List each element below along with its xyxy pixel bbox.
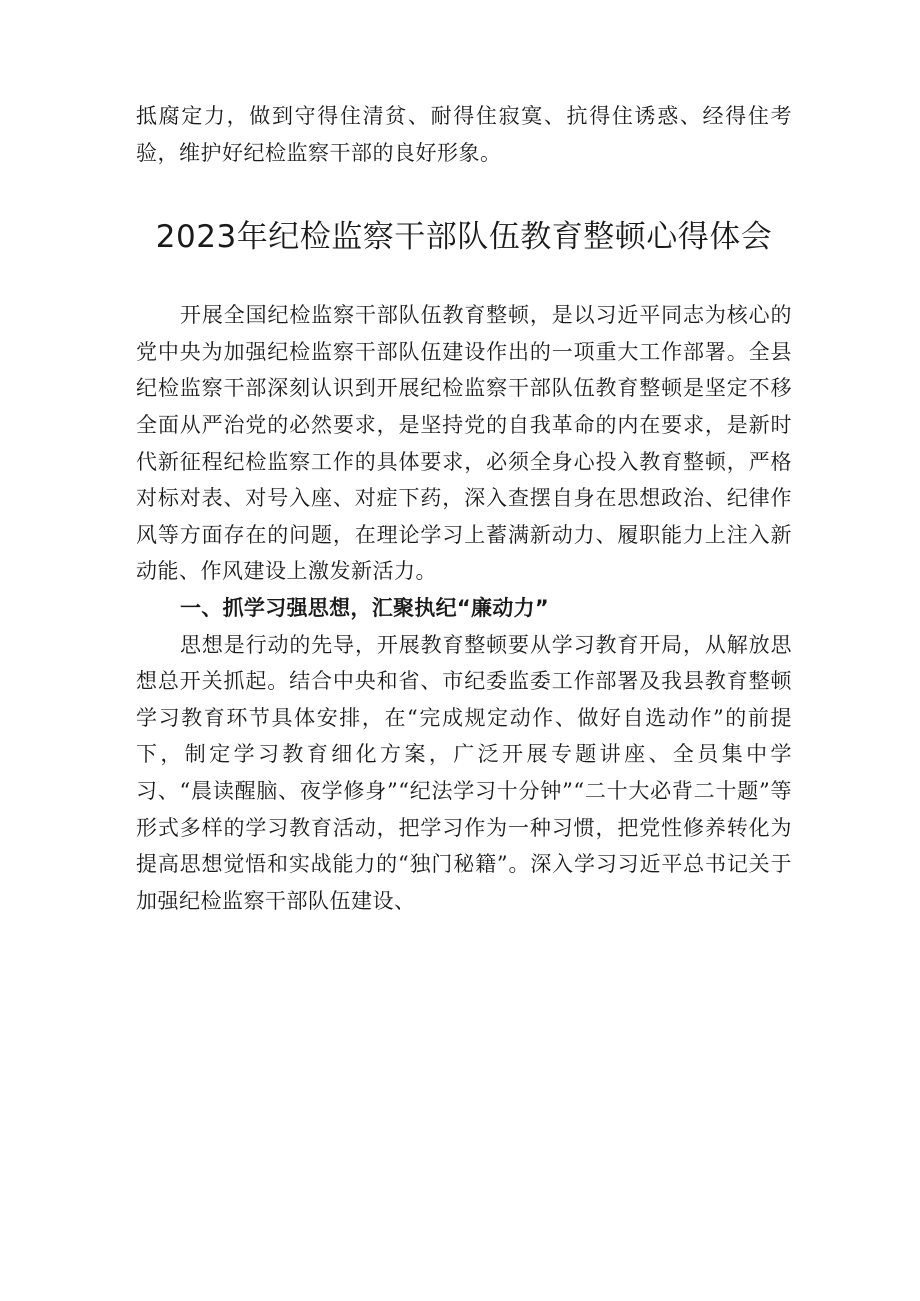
body-paragraph-1: 开展全国纪检监察干部队伍教育整顿，是以习近平同志为核心的党中央为加强纪检监察干部队伍建设作出的一项重大工作部署。全县纪检监察干部深刻认识到开展纪检监察干部队伍教育整顿是坚定不移全面从严治党的必然要求，是坚持党的自我革命的内在要求，是新时代新征程纪检监察工作的具体要求，必须全身心投入教育整顿，严格对标对表、对号入座、对症下药，深入查摆自身在思想政治、纪律作风等方面存在的问题，在理论学习上蓄满新动力、履职能力上注入新动能、作风建设上激发新活力。 bbox=[136, 303, 792, 584]
body-paragraph-2: 思想是行动的先导，开展教育整顿要从学习教育开局，从解放思想总开关抓起。结合中央和省、市纪委监委工作部署及我县教育整顿学习教育环节具体安排，在“完成规定动作、做好自选动作”的前提下，制定学习教育细化方案，广泛开展专题讲座、全员集中学习、“晨读醒脑、夜学修身”“纪法学习十分钟”“二十大必背二十题”等形式多样的学习教育活动，把学习作为一种习惯，把党性修养转化为提高思想觉悟和实战能力的“独门秘籍”。深入学习习近平总书记关于加强纪检监察干部队伍建设、 bbox=[136, 632, 792, 913]
section-heading-1: 一、抓学习强思想，汇聚执纪“廉动力” bbox=[180, 595, 550, 620]
intro-paragraph: 抵腐定力，做到守得住清贫、耐得住寂寞、抗得住诱惑、经得住考验，维护好纪检监察干部的良好形象。 bbox=[136, 104, 792, 165]
document-title: 2023年纪检监察干部队伍教育整顿心得体会 bbox=[155, 219, 773, 256]
document-page bbox=[136, 98, 792, 919]
